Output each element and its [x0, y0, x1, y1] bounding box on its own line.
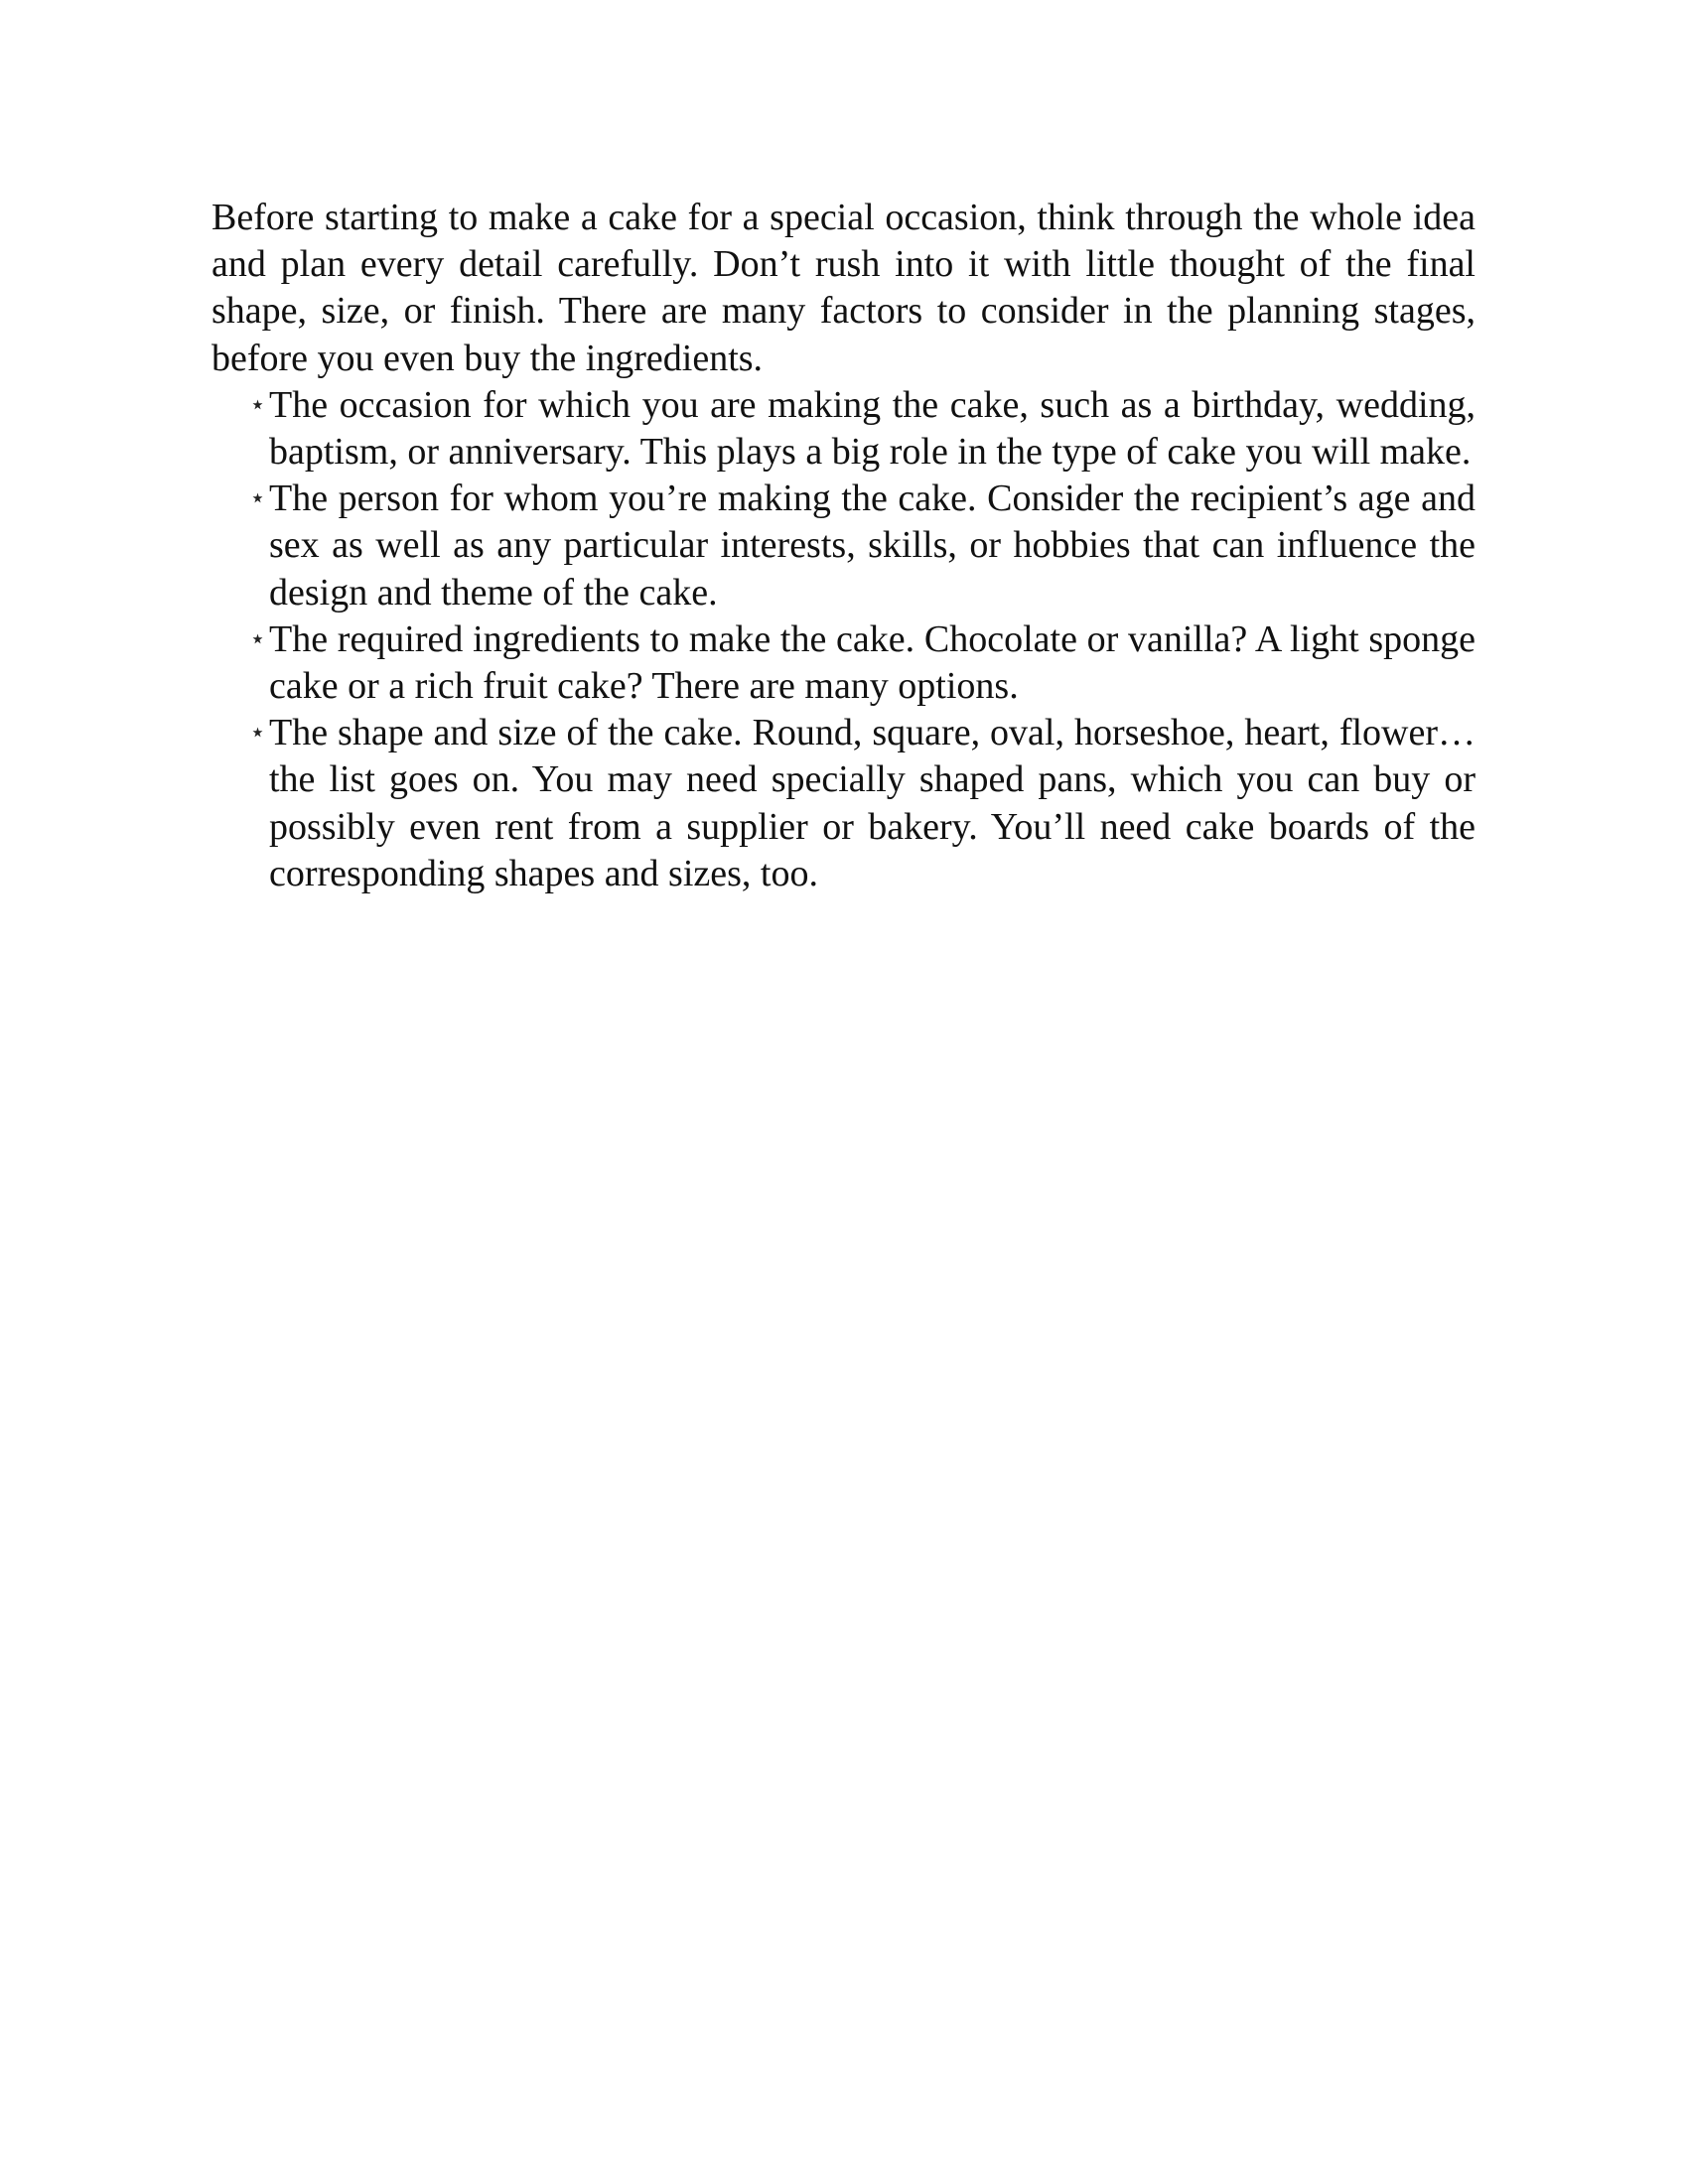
- star-bullet-icon: [252, 492, 263, 503]
- document-body: [211, 195, 1476, 897]
- star-bullet-icon: [252, 727, 263, 738]
- list-item: [269, 476, 1476, 616]
- list-item-text: The required ingredients to make the cake. Chocolate or vanilla? A light sponge cake or a rich fruit cake? There are many options.: [269, 617, 1476, 708]
- list-item-text: The shape and size of the cake. Round, square, oval, horseshoe, heart, flower…the list goes on. You may need specially shaped pans, which you can buy or possibly even rent from a supplier or bakery. You’ll need cake boards of the corresponding shapes and sizes, too.: [269, 712, 1476, 894]
- list-item: [269, 382, 1476, 476]
- planning-factors-list: [211, 382, 1476, 897]
- list-item: [269, 616, 1476, 710]
- intro-paragraph: Before starting to make a cake for a special occasion, think through the whole idea and plan every detail carefully. Don’t rush into it with little thought of the final shape, size, or finish. There are many factors to consider in the planning stages, before you even buy the ingredients.: [211, 197, 1476, 379]
- star-bullet-icon: [252, 399, 263, 410]
- list-item-text: The person for whom you’re making the cake. Consider the recipient’s age and sex as well as any particular interests, skills, or hobbies that can influence the design and theme of the cake.: [269, 478, 1476, 614]
- list-item-text: The occasion for which you are making the cake, such as a birthday, wedding, baptism, or anniversary. This plays a big role in the type of cake you will make.: [269, 383, 1476, 474]
- star-bullet-icon: [252, 633, 263, 644]
- list-item: [269, 710, 1476, 897]
